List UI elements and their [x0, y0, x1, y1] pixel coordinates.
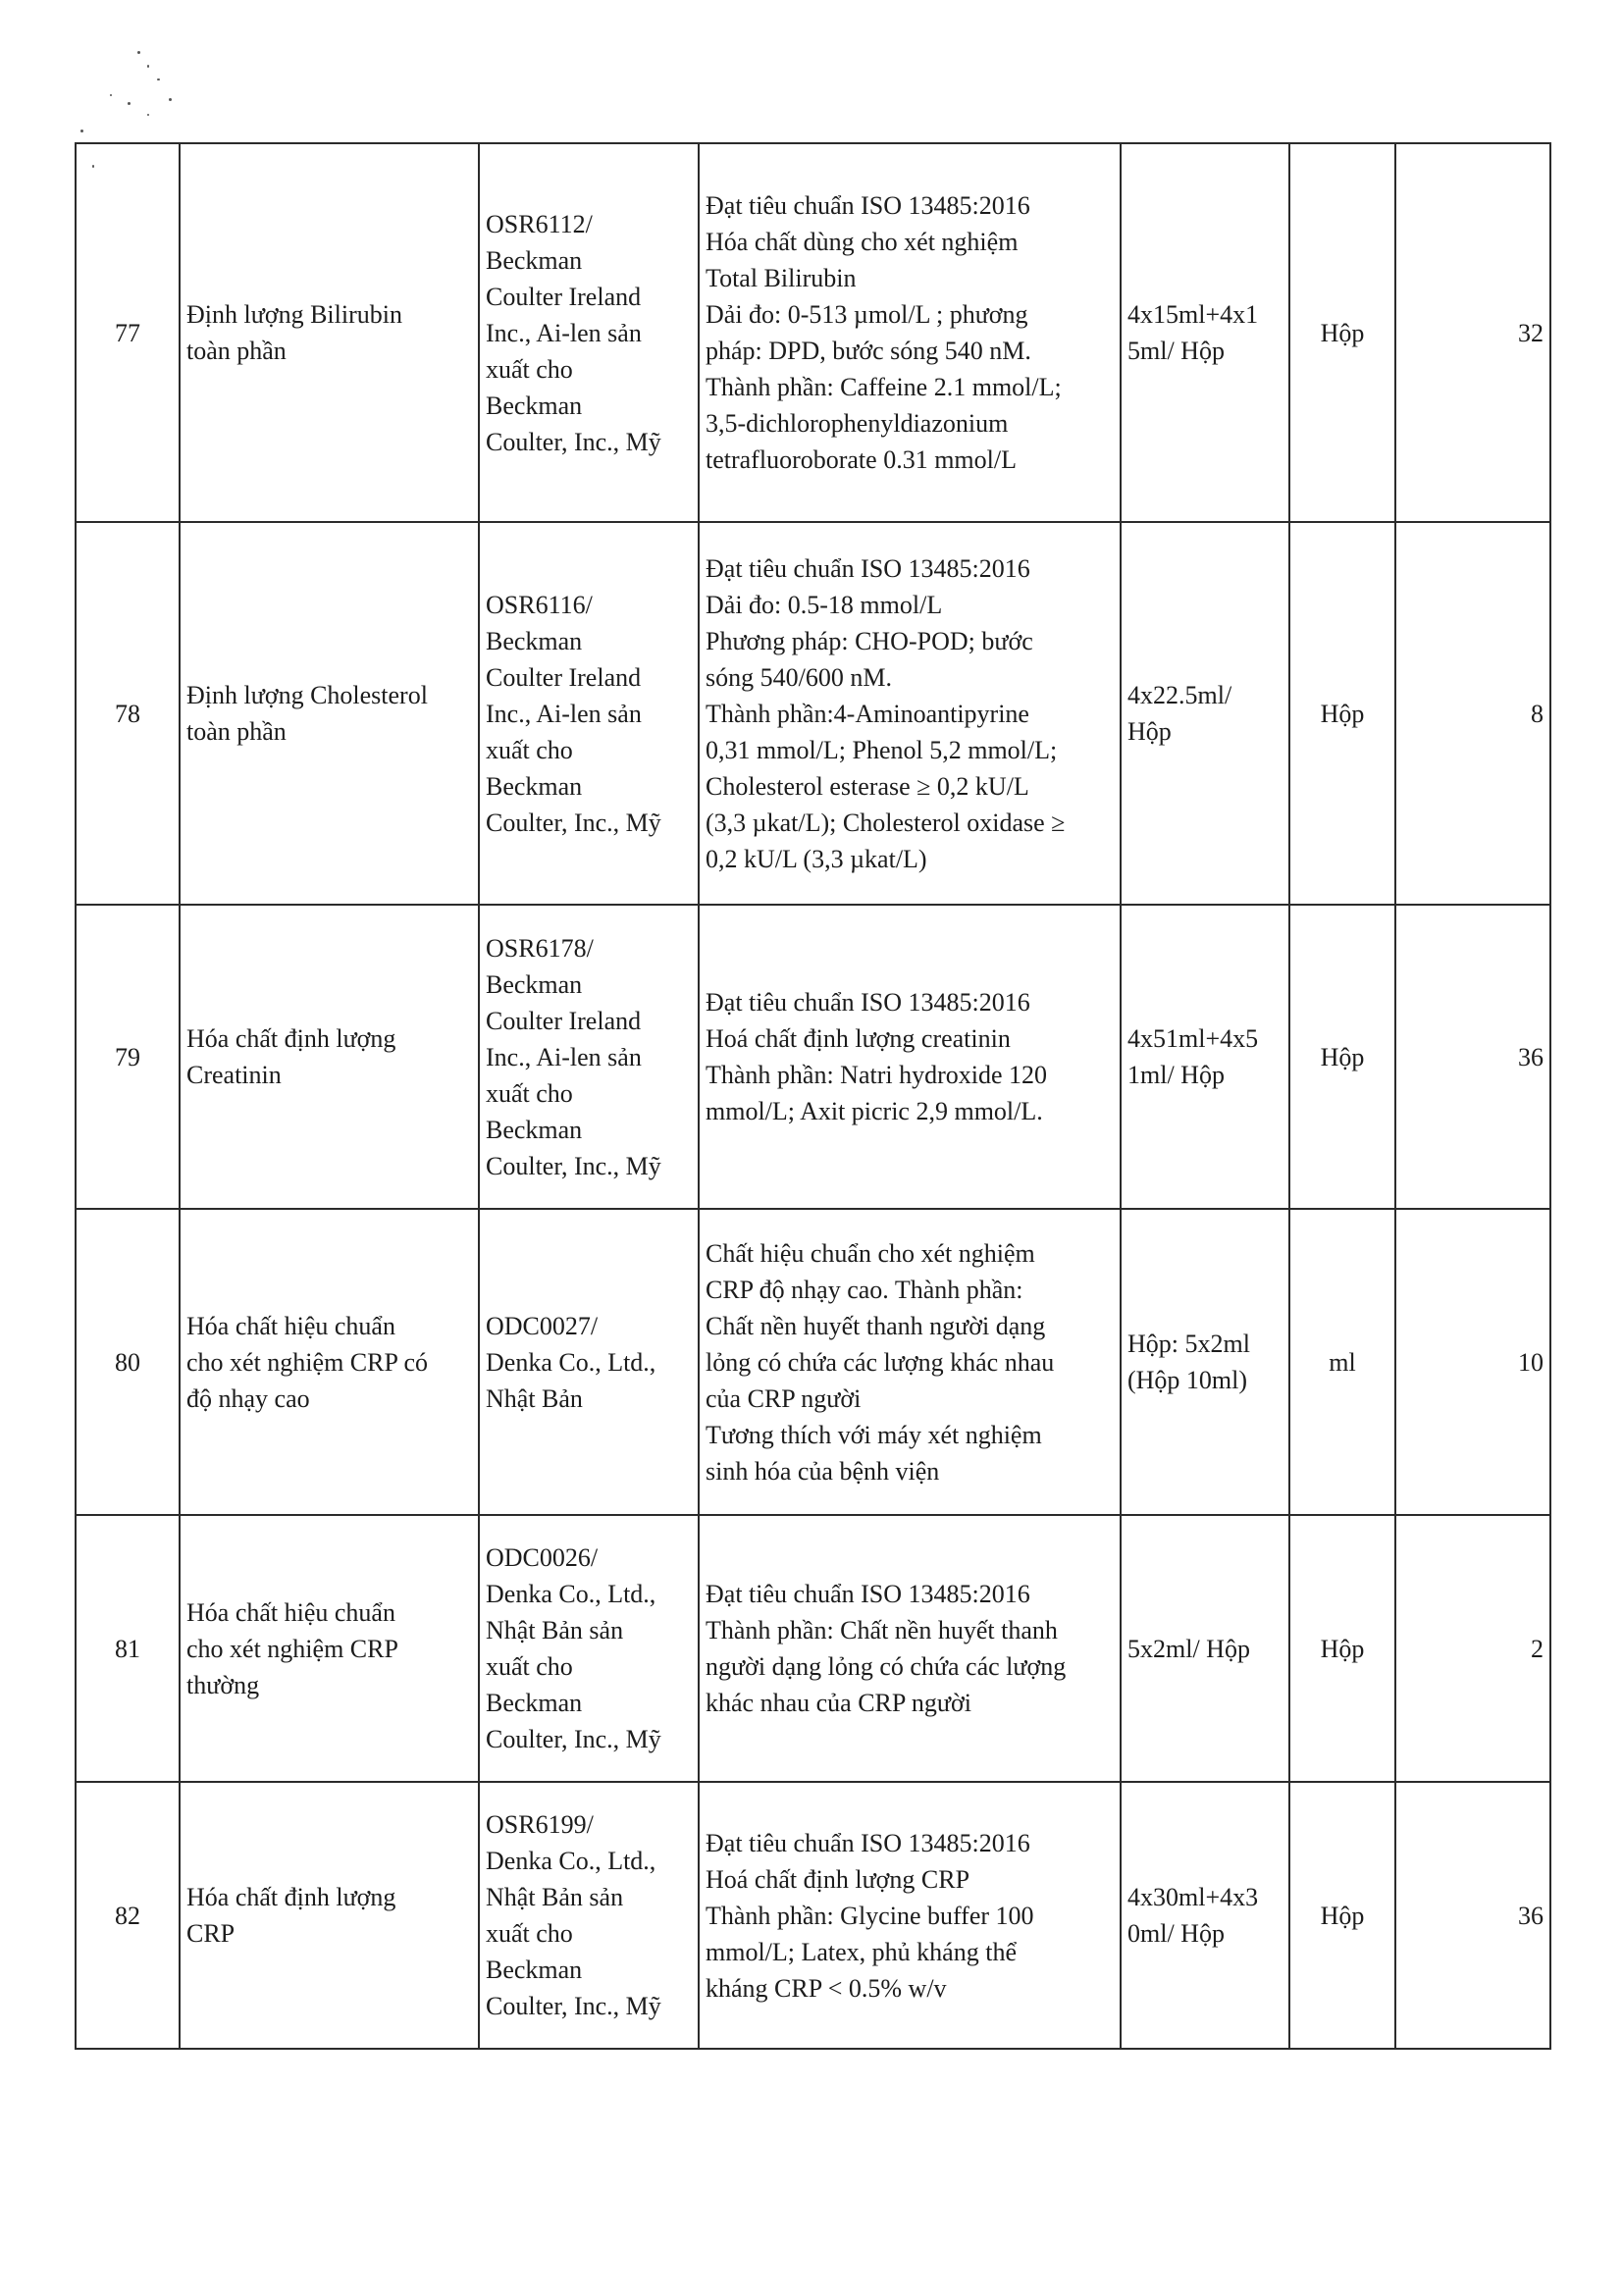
product-name	[180, 143, 479, 522]
packaging	[1121, 1515, 1289, 1782]
product-spec-line: Chất nền huyết thanh người dạng	[706, 1311, 1046, 1340]
product-spec-line: Total Bilirubin	[706, 264, 857, 292]
product-code-line: Inc., Ai-len sản	[486, 699, 642, 728]
table-row	[76, 1782, 1550, 2049]
packaging-line: Hộp	[1127, 717, 1172, 746]
quantity: 36	[1395, 905, 1550, 1209]
quantity: 8	[1395, 522, 1550, 905]
product-code-line: xuất cho	[486, 354, 573, 384]
packaging-line: (Hộp 10ml)	[1127, 1366, 1248, 1394]
product-code-line: OSR6178/	[486, 933, 594, 963]
scan-specks	[0, 0, 255, 157]
product-spec-line: người dạng lỏng có chứa các lượng	[706, 1652, 1067, 1681]
product-spec-line: mmol/L; Axit picric 2,9 mmol/L.	[706, 1097, 1043, 1125]
packaging	[1121, 1782, 1289, 2049]
product-spec-line: lỏng có chứa các lượng khác nhau	[706, 1347, 1055, 1377]
product-spec-line: Chất hiệu chuẩn cho xét nghiệm	[706, 1238, 1035, 1268]
product-spec-line: CRP độ nhạy cao. Thành phần:	[706, 1275, 1023, 1304]
quantity: 10	[1395, 1209, 1550, 1515]
product-code-line: Coulter Ireland	[486, 662, 642, 692]
packaging-line: 5x2ml/ Hộp	[1127, 1634, 1250, 1663]
product-code-line: Nhật Bản	[486, 1383, 583, 1413]
product-spec-line: Thành phần: Natri hydroxide 120	[706, 1061, 1048, 1089]
product-code	[479, 1782, 699, 2049]
table-row	[76, 905, 1550, 1209]
packaging-line: 5ml/ Hộp	[1127, 337, 1225, 365]
unit: Hộp	[1289, 1515, 1395, 1782]
product-code-line: Beckman	[486, 969, 583, 999]
product-spec-line: Dải đo: 0-513 µmol/L ; phương	[706, 300, 1028, 329]
packaging-line: 4x15ml+4x1	[1127, 300, 1259, 329]
table-row	[76, 143, 1550, 522]
product-code-line: Coulter, Inc., Mỹ	[486, 427, 661, 456]
product-name	[180, 1782, 479, 2049]
product-code-line: Coulter, Inc., Mỹ	[486, 1992, 661, 2020]
product-code-line: Beckman	[486, 1115, 583, 1144]
table-row	[76, 1515, 1550, 1782]
product-code-line: Beckman	[486, 1956, 583, 1984]
product-code-line: xuất cho	[486, 735, 573, 764]
product-code-line: Coulter Ireland	[486, 282, 642, 311]
product-code-line: Beckman	[486, 1689, 583, 1717]
product-name	[180, 522, 479, 905]
row-number: 81	[76, 1515, 180, 1782]
unit: ml	[1289, 1209, 1395, 1515]
product-name-line: toàn phần	[186, 337, 287, 365]
product-code-line: Inc., Ai-len sản	[486, 1042, 642, 1071]
packaging-line: Hộp: 5x2ml	[1127, 1330, 1250, 1358]
product-code-line: OSR6199/	[486, 1810, 594, 1839]
product-spec	[699, 143, 1121, 522]
product-code-line: Nhật Bản sản	[486, 1883, 624, 1911]
product-code-line: xuất cho	[486, 1919, 573, 1948]
product-name-line: độ nhạy cao	[186, 1383, 310, 1413]
product-code-line: Beckman	[486, 626, 583, 655]
packaging	[1121, 143, 1289, 522]
product-code-line: OSR6112/	[486, 209, 593, 238]
row-number: 79	[76, 905, 180, 1209]
quantity: 36	[1395, 1782, 1550, 2049]
product-spec-line: Dải đo: 0.5-18 mmol/L	[706, 590, 943, 619]
product-spec-line: Thành phần: Glycine buffer 100	[706, 1901, 1034, 1930]
product-name-line: Creatinin	[186, 1061, 282, 1089]
product-spec-line: tetrafluoroborate 0.31 mmol/L	[706, 445, 1017, 474]
product-code-line: Coulter, Inc., Mỹ	[486, 1151, 661, 1180]
product-code-line: Denka Co., Ltd.,	[486, 1847, 656, 1875]
table-row	[76, 1209, 1550, 1515]
product-spec-line: pháp: DPD, bước sóng 540 nM.	[706, 337, 1031, 365]
product-code	[479, 143, 699, 522]
packaging	[1121, 522, 1289, 905]
row-number: 80	[76, 1209, 180, 1515]
product-table	[75, 142, 1551, 2050]
product-code-line: Denka Co., Ltd.,	[486, 1580, 656, 1608]
product-name-line: Định lượng Cholesterol	[186, 681, 428, 709]
product-spec-line: Đạt tiêu chuẩn ISO 13485:2016	[706, 191, 1030, 220]
product-spec-line: Hóa chất dùng cho xét nghiệm	[706, 228, 1019, 256]
product-spec-line: Tương thích với máy xét nghiệm	[706, 1420, 1042, 1449]
product-code-line: Coulter Ireland	[486, 1006, 642, 1035]
product-code	[479, 905, 699, 1209]
product-code-line: Coulter, Inc., Mỹ	[486, 1725, 661, 1753]
product-spec-line: 0,2 kU/L (3,3 µkat/L)	[706, 844, 927, 873]
quantity: 2	[1395, 1515, 1550, 1782]
product-code-line: Nhật Bản sản	[486, 1616, 624, 1644]
product-code	[479, 1515, 699, 1782]
product-spec-line: Đạt tiêu chuẩn ISO 13485:2016	[706, 988, 1030, 1017]
product-name	[180, 905, 479, 1209]
product-code-line: Beckman	[486, 391, 583, 420]
row-number: 82	[76, 1782, 180, 2049]
product-code-line: Coulter, Inc., Mỹ	[486, 808, 661, 837]
unit: Hộp	[1289, 522, 1395, 905]
product-spec-line: mmol/L; Latex, phủ kháng thể	[706, 1937, 1017, 1966]
packaging	[1121, 1209, 1289, 1515]
product-name-line: CRP	[186, 1919, 236, 1948]
product-name-line: cho xét nghiệm CRP có	[186, 1347, 429, 1377]
product-name-line: Định lượng Bilirubin	[186, 300, 402, 329]
product-spec-line: sinh hóa của bệnh viện	[706, 1456, 940, 1486]
product-name-line: cho xét nghiệm CRP	[186, 1634, 398, 1663]
unit: Hộp	[1289, 143, 1395, 522]
product-code-line: Beckman	[486, 245, 583, 275]
table-body	[76, 143, 1550, 2049]
row-number: 78	[76, 522, 180, 905]
product-spec-line: Phương pháp: CHO-POD; bước	[706, 626, 1033, 655]
product-spec-line: Thành phần: Caffeine 2.1 mmol/L;	[706, 373, 1062, 401]
product-spec	[699, 1782, 1121, 2049]
product-name	[180, 1209, 479, 1515]
product-spec-line: Đạt tiêu chuẩn ISO 13485:2016	[706, 1828, 1030, 1857]
packaging-line: 0ml/ Hộp	[1127, 1919, 1225, 1948]
unit: Hộp	[1289, 905, 1395, 1209]
product-spec-line: kháng CRP < 0.5% w/v	[706, 1973, 947, 2003]
unit: Hộp	[1289, 1782, 1395, 2049]
product-name-line: thường	[186, 1670, 260, 1699]
table-row	[76, 522, 1550, 905]
product-name-line: Hóa chất hiệu chuẩn	[186, 1597, 395, 1627]
product-code-line: xuất cho	[486, 1652, 573, 1681]
packaging-line: 4x30ml+4x3	[1127, 1883, 1259, 1911]
product-code	[479, 1209, 699, 1515]
packaging	[1121, 905, 1289, 1209]
product-spec	[699, 1209, 1121, 1515]
product-spec-line: khác nhau của CRP người	[706, 1689, 971, 1717]
product-code-line: Denka Co., Ltd.,	[486, 1347, 656, 1377]
product-spec-line: sóng 540/600 nM.	[706, 662, 892, 692]
row-number: 77	[76, 143, 180, 522]
product-name-line: Hóa chất định lượng	[186, 1024, 396, 1053]
product-code-line: ODC0027/	[486, 1311, 599, 1340]
product-spec-line: Hoá chất định lượng CRP	[706, 1864, 970, 1894]
product-name-line: Hóa chất định lượng	[186, 1883, 396, 1911]
product-spec	[699, 1515, 1121, 1782]
product-spec-line: của CRP người	[706, 1383, 862, 1413]
product-code-line: Inc., Ai-len sản	[486, 318, 642, 347]
product-name-line: Hóa chất hiệu chuẩn	[186, 1311, 395, 1340]
product-name-line: toàn phần	[186, 717, 287, 746]
product-spec-line: 3,5-dichlorophenyldiazonium	[706, 409, 1009, 438]
product-code-line: xuất cho	[486, 1078, 573, 1108]
product-spec-line: (3,3 µkat/L); Cholesterol oxidase ≥	[706, 808, 1066, 837]
quantity: 32	[1395, 143, 1550, 522]
product-spec-line: Cholesterol esterase ≥ 0,2 kU/L	[706, 771, 1029, 801]
product-spec-line: Hoá chất định lượng creatinin	[706, 1024, 1011, 1053]
product-spec-line: Thành phần: Chất nền huyết thanh	[706, 1616, 1058, 1644]
product-name	[180, 1515, 479, 1782]
packaging-line: 4x22.5ml/	[1127, 681, 1232, 709]
packaging-line: 1ml/ Hộp	[1127, 1061, 1225, 1089]
product-spec	[699, 905, 1121, 1209]
product-code	[479, 522, 699, 905]
product-spec-line: Thành phần:4-Aminoantipyrine	[706, 699, 1029, 728]
product-spec-line: Đạt tiêu chuẩn ISO 13485:2016	[706, 1580, 1030, 1608]
product-code-line: OSR6116/	[486, 590, 593, 619]
packaging-line: 4x51ml+4x5	[1127, 1024, 1259, 1053]
product-spec	[699, 522, 1121, 905]
product-code-line: ODC0026/	[486, 1543, 599, 1572]
product-spec-line: Đạt tiêu chuẩn ISO 13485:2016	[706, 553, 1030, 583]
product-code-line: Beckman	[486, 771, 583, 801]
product-spec-line: 0,31 mmol/L; Phenol 5,2 mmol/L;	[706, 735, 1058, 764]
